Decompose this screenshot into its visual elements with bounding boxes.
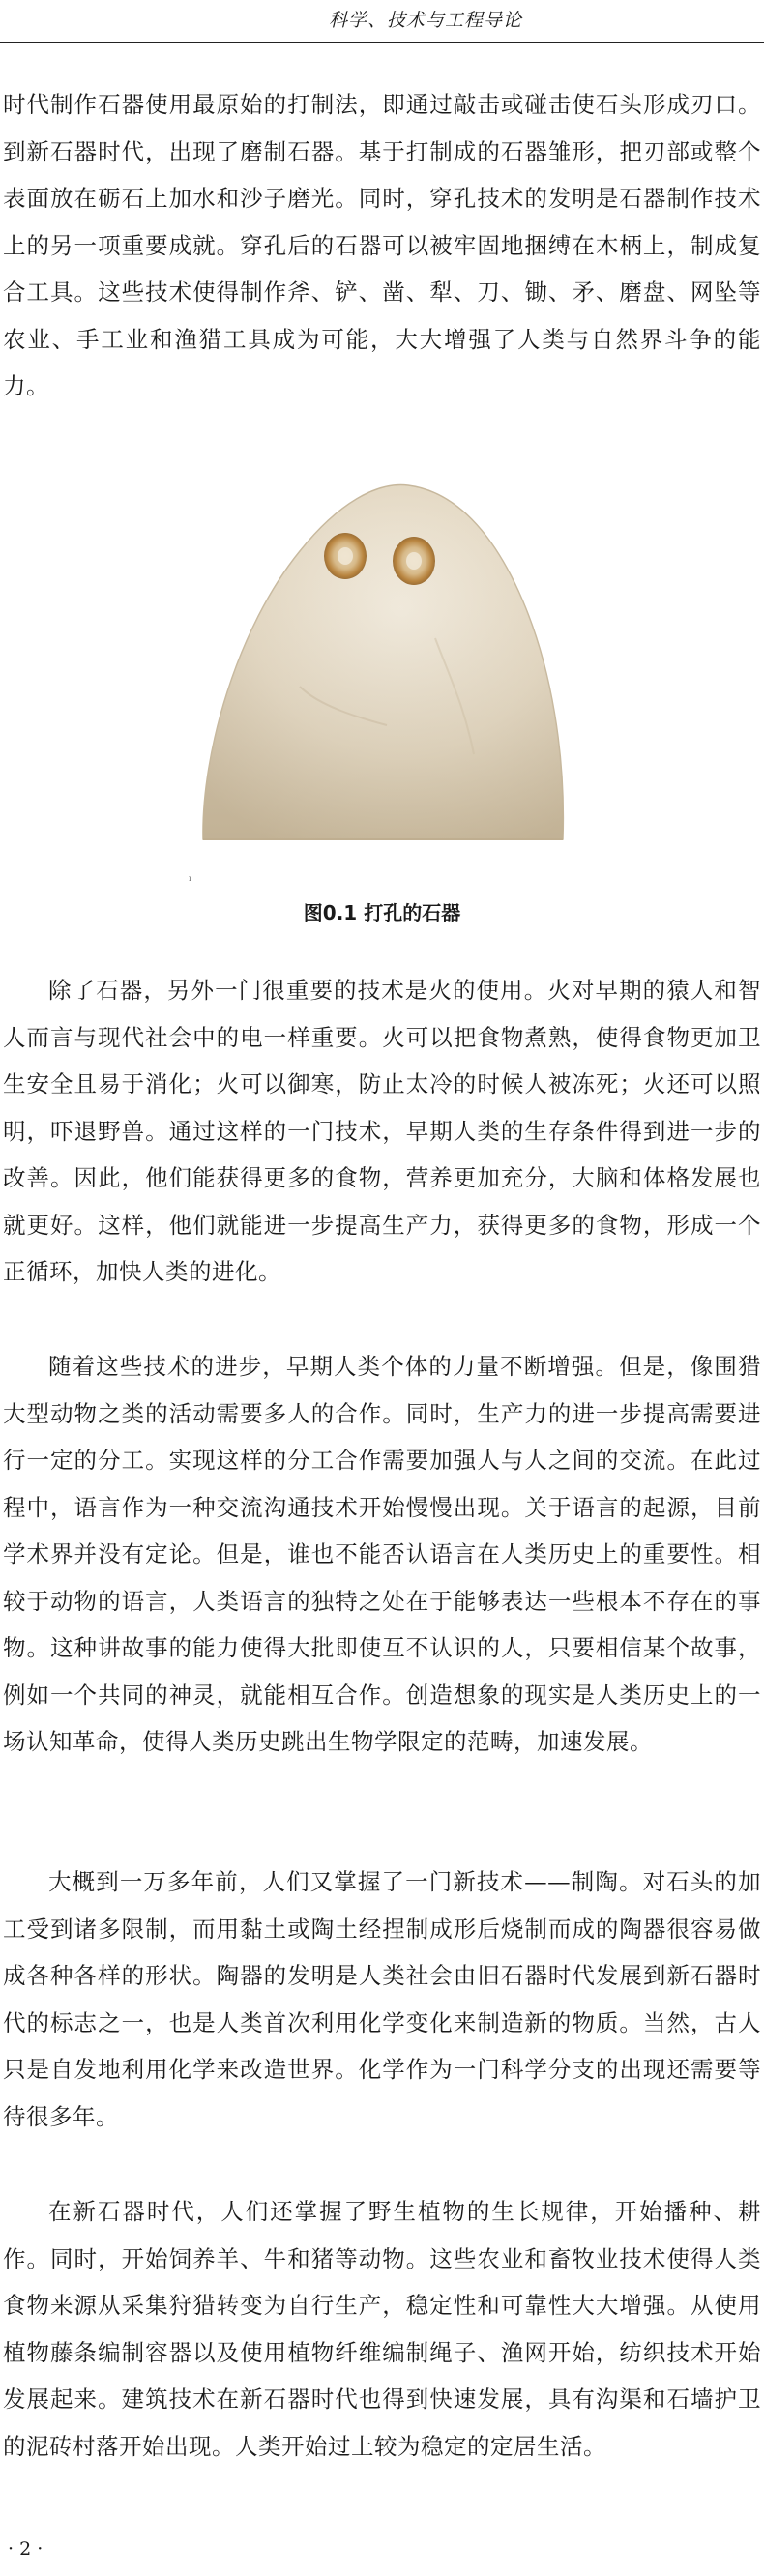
running-head: 科学、技术与工程导论 <box>328 10 522 31</box>
paragraph-pottery: 大概到一万多年前，人们又掌握了一门新技术——制陶。对石头的加工受到诸多限制，而用黏土或陶土经捏制成形后烧制而成的陶器很容易做成各种各样的形状。陶器的发明是人类社会由旧石器时代发展到新石器时代的标志之一，也是人类首次利用化学变化来制造新的物质。当然，古人只是自发地利用化学来改造世界。化学作为一门科学分支的出现还需要等待很多年。 <box>3 1868 761 2130</box>
paragraph-neolithic: 在新石器时代，人们还掌握了野生植物的生长规律，开始播种、耕作。同时，开始饲养羊、牛和猪等动物。这些农业和畜牧业技术使得人类食物来源从采集狩猎转变为自行生产，稳定性和可靠性大大增强。从使用植物藤条编制容器以及使用植物纤维编制绳子、渔网开始，纺织技术开始发展起来。建筑技术在新石器时代也得到快速发展，具有沟渠和石墙护卫的泥砖村落开始出现。人类开始过上较为稳定的定居生活。 <box>3 2198 761 2460</box>
figure-caption: 图0.1 打孔的石器 <box>303 901 461 924</box>
paragraph-stone-tools: 时代制作石器使用最原始的打制法，即通过敲击或碰击使石头形成刃口。到新石器时代，出现了磨制石器。基于打制成的石器雏形，把刃部或整个表面放在砺石上加水和沙子磨光。同时，穿孔技术的发明是石器制作技术上的另一项重要成就。穿孔后的石器可以被牢固地捆缚在木柄上，制成复合工具。这些技术使得制作斧、铲、凿、犁、刀、锄、矛、磨盘、网坠等农业、手工业和渔猎工具成为可能，大大增强了人类与自然界斗争的能力。 <box>3 91 761 399</box>
page-number: · 2 · <box>8 2538 44 2560</box>
paragraph-language: 随着这些技术的进步，早期人类个体的力量不断增强。但是，像围猎大型动物之类的活动需要多人的合作。同时，生产力的进一步提高需要进行一定的分工。实现这样的分工合作需要加强人与人之间的交流。在此过程中，语言作为一种交流沟通技术开始慢慢出现。关于语言的起源，目前学术界并没有定论。但是，谁也不能否认语言在人类历史上的重要性。相较于动物的语言，人类语言的独特之处在于能够表达一些根本不存在的事物。这种讲故事的能力使得大批即使互不认识的人，只要相信某个故事，例如一个共同的神灵，就能相互合作。创造想象的现实是人类历史上的一场认知革命，使得人类历史跳出生物学限定的范畴，加速发展。 <box>3 1353 761 1755</box>
page-header <box>0 0 764 43</box>
perforated-stone-figure <box>184 464 580 851</box>
perforated-stone-image <box>184 464 580 851</box>
paragraph-fire: 除了石器，另外一门很重要的技术是火的使用。火对早期的猿人和智人而言与现代社会中的电一样重要。火可以把食物煮熟，使得食物更加卫生安全且易于消化；火可以御寒，防止太冷的时候人被冻死；火还可以照明，吓退野兽。通过这样的一门技术，早期人类的生存条件得到进一步的改善。因此，他们能获得更多的食物，营养更加充分，大脑和体格发展也就更好。这样，他们就能进一步提高生产力，获得更多的食物，形成一个正循环，加快人类的进化。 <box>3 977 761 1285</box>
figure-dot-mark: ı <box>189 874 191 883</box>
